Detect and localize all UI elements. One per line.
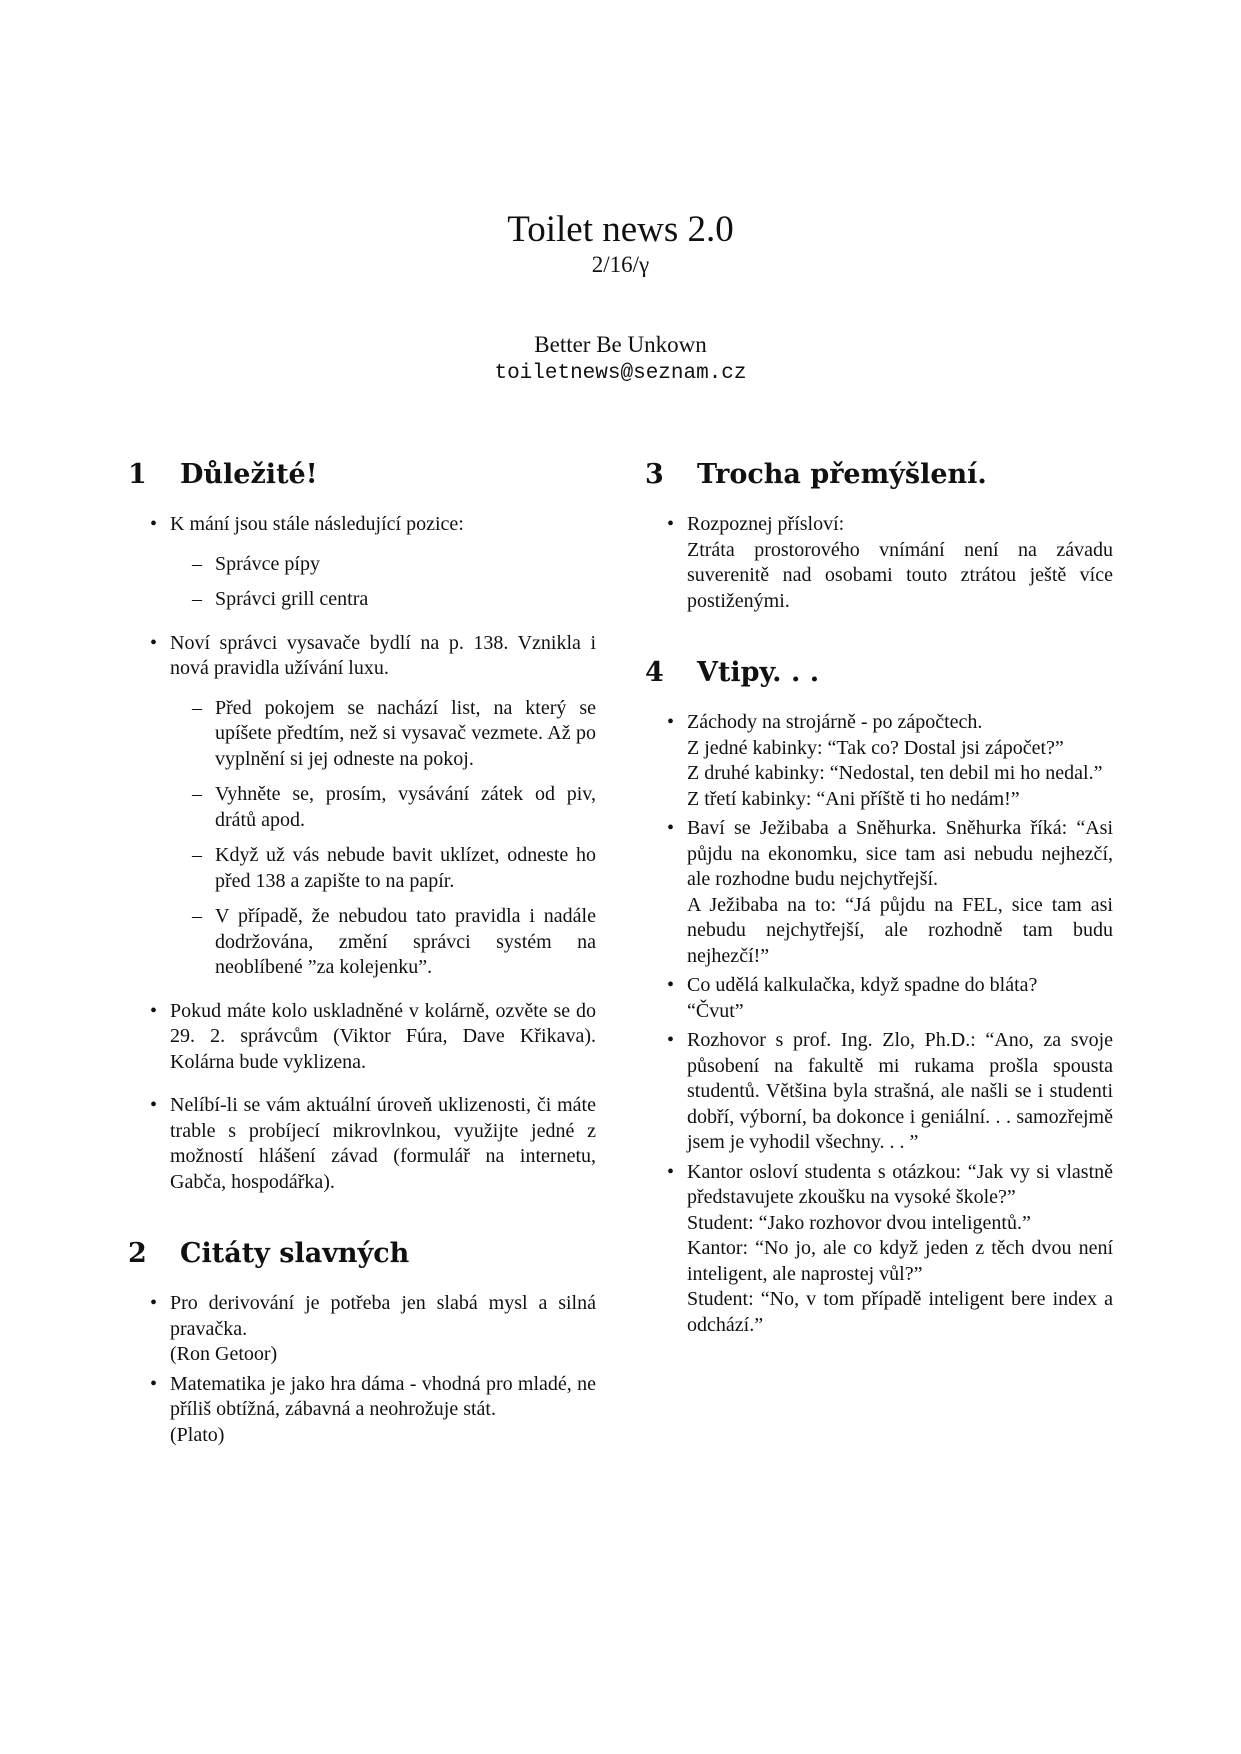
joke-text: Rozhovor s prof. Ing. Zlo, Ph.D.: “Ano, za svoje působení na fakultě mi rukama prošla spousta studentů. Většina byla strašná, ale našli se i studenti dobří, výborní, ba dokonce i geniální. . . samozřejmě jsem je vyhodil všechny. . . ” bbox=[687, 1029, 1113, 1153]
sub-item-text: Před pokojem se nachází list, na který se upíšete předtím, než si vysavač vezmete. Až po vyplnění si jej odneste na pokoj. bbox=[215, 696, 596, 770]
bullet-list bbox=[128, 1291, 596, 1448]
section-number: 4 bbox=[645, 657, 664, 688]
section-heading bbox=[128, 1237, 596, 1271]
list-item bbox=[645, 973, 1113, 1024]
bullet-list bbox=[645, 512, 1113, 614]
dash-icon: – bbox=[192, 783, 202, 805]
bullet-icon: • bbox=[667, 711, 675, 733]
section-title: Vtipy. . . bbox=[697, 657, 820, 688]
section-title: Trocha přemýšlení. bbox=[697, 459, 987, 490]
document-author: Better Be Unkown bbox=[534, 332, 707, 357]
sub-item-text: Správce pípy bbox=[215, 552, 320, 575]
quote-text: Matematika je jako hra dáma - vhodná pro mladé, ne příliš obtížná, zábavná a neohrožuje stát. bbox=[170, 1372, 596, 1420]
joke-text: Co udělá kalkulačka, když spadne do bláta? bbox=[687, 974, 1038, 996]
section-number: 2 bbox=[128, 1238, 147, 1269]
item-text: Nelíbí-li se vám aktuální úroveň uklizenosti, či máte trable s probíjecí mikrovlnkou, využijte jedné z možností hlášení závad (formulář na internetu, Gabča, hospodářka). bbox=[170, 1094, 596, 1193]
section-title: Citáty slavných bbox=[180, 1238, 410, 1269]
section-heading bbox=[645, 656, 1113, 690]
section-heading bbox=[645, 458, 1113, 492]
item-text: Pokud máte kolo uskladněné v kolárně, ozvěte se do 29. 2. správcům (Viktor Fúra, Dave Křikava). Kolárna bude vyklizena. bbox=[170, 999, 596, 1073]
list-item bbox=[645, 512, 1113, 614]
dash-icon: – bbox=[192, 844, 202, 866]
bullet-icon: • bbox=[150, 1094, 158, 1116]
sub-list bbox=[170, 696, 596, 981]
bullet-icon: • bbox=[667, 1160, 675, 1183]
joke-line: “Čvut” bbox=[687, 999, 744, 1022]
dash-icon: – bbox=[192, 696, 202, 719]
list-item bbox=[645, 1160, 1113, 1339]
sub-list-item bbox=[170, 782, 596, 833]
section-title: Důležité! bbox=[180, 459, 318, 490]
bullet-icon: • bbox=[150, 1292, 158, 1314]
sub-item-text: Když už vás nebude bavit uklízet, odneste ho před 138 a zapište to na papír. bbox=[215, 844, 596, 892]
dash-icon: – bbox=[192, 905, 202, 927]
quote-text: Pro derivování je potřeba jen slabá mysl a silná pravačka. bbox=[170, 1292, 596, 1340]
joke-line: Z jedné kabinky: “Tak co? Dostal jsi zápočet?” bbox=[687, 736, 1064, 759]
joke-text: Záchody na strojárně - po zápočtech. bbox=[687, 711, 983, 733]
sub-item-text: Správci grill centra bbox=[215, 588, 369, 610]
section-heading bbox=[128, 458, 596, 492]
document-header bbox=[0, 208, 1241, 388]
dash-icon: – bbox=[192, 552, 202, 575]
sub-list-item bbox=[170, 696, 596, 773]
dash-icon: – bbox=[192, 588, 202, 610]
joke-line: Kantor: “No jo, ale co když jeden z těch dvou není inteligent, ale naprostej vůl?” bbox=[687, 1237, 1113, 1285]
sub-list-item bbox=[170, 843, 596, 894]
document-email: toiletnews@seznam.cz bbox=[494, 362, 747, 385]
section-number: 3 bbox=[645, 459, 664, 490]
quote-attribution: (Ron Getoor) bbox=[170, 1343, 278, 1365]
list-item bbox=[128, 1291, 596, 1368]
joke-line: Z třetí kabinky: “Ani příště ti ho nedám!” bbox=[687, 787, 1020, 810]
list-item bbox=[128, 1093, 596, 1195]
list-item bbox=[645, 1028, 1113, 1156]
item-text: Rozpoznej přísloví: bbox=[687, 513, 845, 535]
sub-item-text: Vyhněte se, prosím, vysávání zátek od piv, drátů apod. bbox=[215, 783, 596, 831]
list-item bbox=[128, 512, 596, 613]
bullet-list bbox=[645, 710, 1113, 1338]
sub-item-text: V případě, že nebudou tato pravidla i nadále dodržována, změní správci systém na neoblíbené ”za kolejenku”. bbox=[215, 905, 596, 978]
section-number: 1 bbox=[128, 459, 147, 490]
item-text: K mání jsou stále následující pozice: bbox=[170, 513, 464, 535]
bullet-icon: • bbox=[667, 974, 675, 996]
bullet-icon: • bbox=[667, 513, 675, 535]
joke-text: Baví se Ježibaba a Sněhurka. Sněhurka říká: “Asi půjdu na ekonomku, sice tam asi nebudu nejhezčí, ale rozhodne budu nejchytřejší. bbox=[687, 817, 1113, 890]
list-item bbox=[645, 816, 1113, 969]
bullet-icon: • bbox=[150, 1372, 158, 1395]
list-item bbox=[645, 710, 1113, 812]
bullet-icon: • bbox=[667, 817, 675, 839]
document-issue: 2/16/γ bbox=[591, 252, 650, 277]
sub-list-item bbox=[170, 587, 596, 613]
bullet-icon: • bbox=[150, 513, 158, 535]
left-column bbox=[128, 458, 596, 1490]
sub-list bbox=[170, 552, 596, 613]
sub-list-item bbox=[170, 904, 596, 981]
proverb-text: Ztráta prostorového vnímání není na závadu suverenitě nad osobami touto ztrátou ještě více postiženými. bbox=[687, 538, 1113, 612]
list-item bbox=[128, 999, 596, 1076]
joke-line: A Ježibaba na to: “Já půjdu na FEL, sice tam asi nebudu nejchytřejší, ale rozhodně tam budu nejhezčí!” bbox=[687, 893, 1113, 967]
document-title: Toilet news 2.0 bbox=[507, 209, 734, 250]
section-citaty bbox=[128, 1237, 596, 1448]
item-text: Noví správci vysavače bydlí na p. 138. Vznikla i nová pravidla užívání luxu. bbox=[170, 631, 596, 679]
bullet-list bbox=[128, 512, 596, 1195]
section-dulezite bbox=[128, 458, 596, 1195]
list-item bbox=[128, 1372, 596, 1449]
joke-line: Student: “No, v tom případě inteligent bere index a odchází.” bbox=[687, 1288, 1113, 1336]
bullet-icon: • bbox=[150, 631, 158, 654]
joke-line: Z druhé kabinky: “Nedostal, ten debil mi ho nedal.” bbox=[687, 762, 1103, 784]
bullet-icon: • bbox=[667, 1029, 675, 1051]
section-vtipy bbox=[645, 656, 1113, 1338]
section-premysleni bbox=[645, 458, 1113, 614]
joke-line: Student: “Jako rozhovor dvou inteligentů.” bbox=[687, 1211, 1031, 1234]
quote-attribution: (Plato) bbox=[170, 1423, 225, 1446]
joke-text: Kantor osloví studenta s otázkou: “Jak vy si vlastně představujete zkoušku na vysoké škole?” bbox=[687, 1160, 1113, 1208]
sub-list-item bbox=[170, 552, 596, 578]
bullet-icon: • bbox=[150, 999, 158, 1022]
list-item bbox=[128, 631, 596, 981]
right-column bbox=[645, 458, 1113, 1380]
